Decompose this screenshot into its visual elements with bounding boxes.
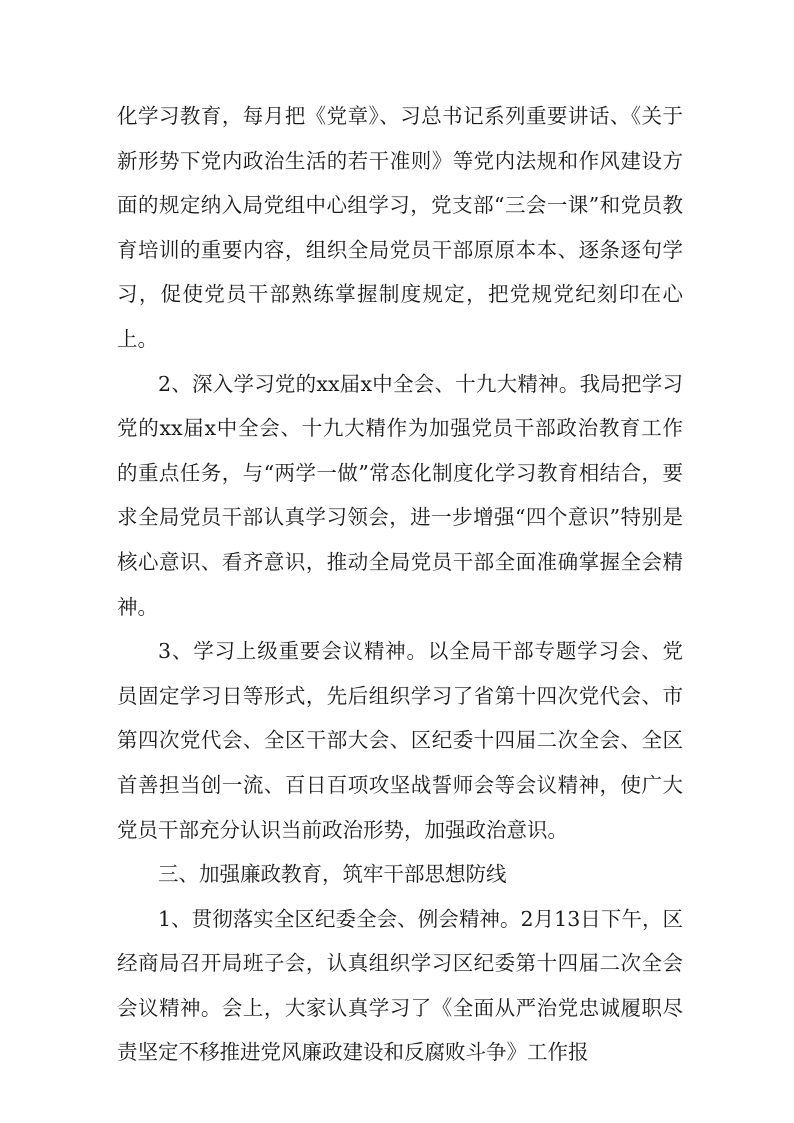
paragraph-meeting-spirit-study: 3、学习上级重要会议精神。以全局干部专题学习会、党员固定学习日等形式，先后组织学习了省第十四次党代会、市第四次党代会、全区干部大会、区纪委十四届二次全会、全区首善担当创一流、百日百项攻坚战誓师会等会议精神，使广大党员干部充分认识当前政治形势，加强政治意识。 — [117, 639, 683, 842]
document-body — [117, 94, 683, 1075]
paragraph-plenary-study: 2、深入学习党的xx届x中全会、十九大精神。我局把学习党的xx届x中全会、十九大精作为加强党员干部政治教育工作的重点任务，与“两学一做”常态化制度化学习教育相结合，要求全局党员干部认真学习领会，进一步增强“四个意识”特别是核心意识、看齐意识，推动全局党员干部全面准确掌握全会精神。 — [117, 371, 683, 619]
section-heading-integrity-education: 三、加强廉政教育，筑牢干部思想防线 — [158, 862, 507, 887]
paragraph-party-rules-study: 化学习教育，每月把《党章》、习总书记系列重要讲话、《关于新形势下党内政治生活的若干准则》等党内法规和作风建设方面的规定纳入局党组中心组学习，党支部“三会一课”和党员教育培训的重要内容，组织全局党员干部原原本本、逐条逐句学习，促使党员干部熟练掌握制度规定，把党规党纪刻印在心上。 — [117, 104, 683, 351]
paragraph-discipline-plenary: 1、贯彻落实全区纪委全会、例会精神。2月13日下午，区经商局召开局班子会，认真组织学习区纪委第十四届二次全会会议精神。会上，大家认真学习了《全面从严治党忠诚履职尽责坚定不移推进党风廉政建设和反腐败斗争》工作报 — [117, 906, 683, 1065]
